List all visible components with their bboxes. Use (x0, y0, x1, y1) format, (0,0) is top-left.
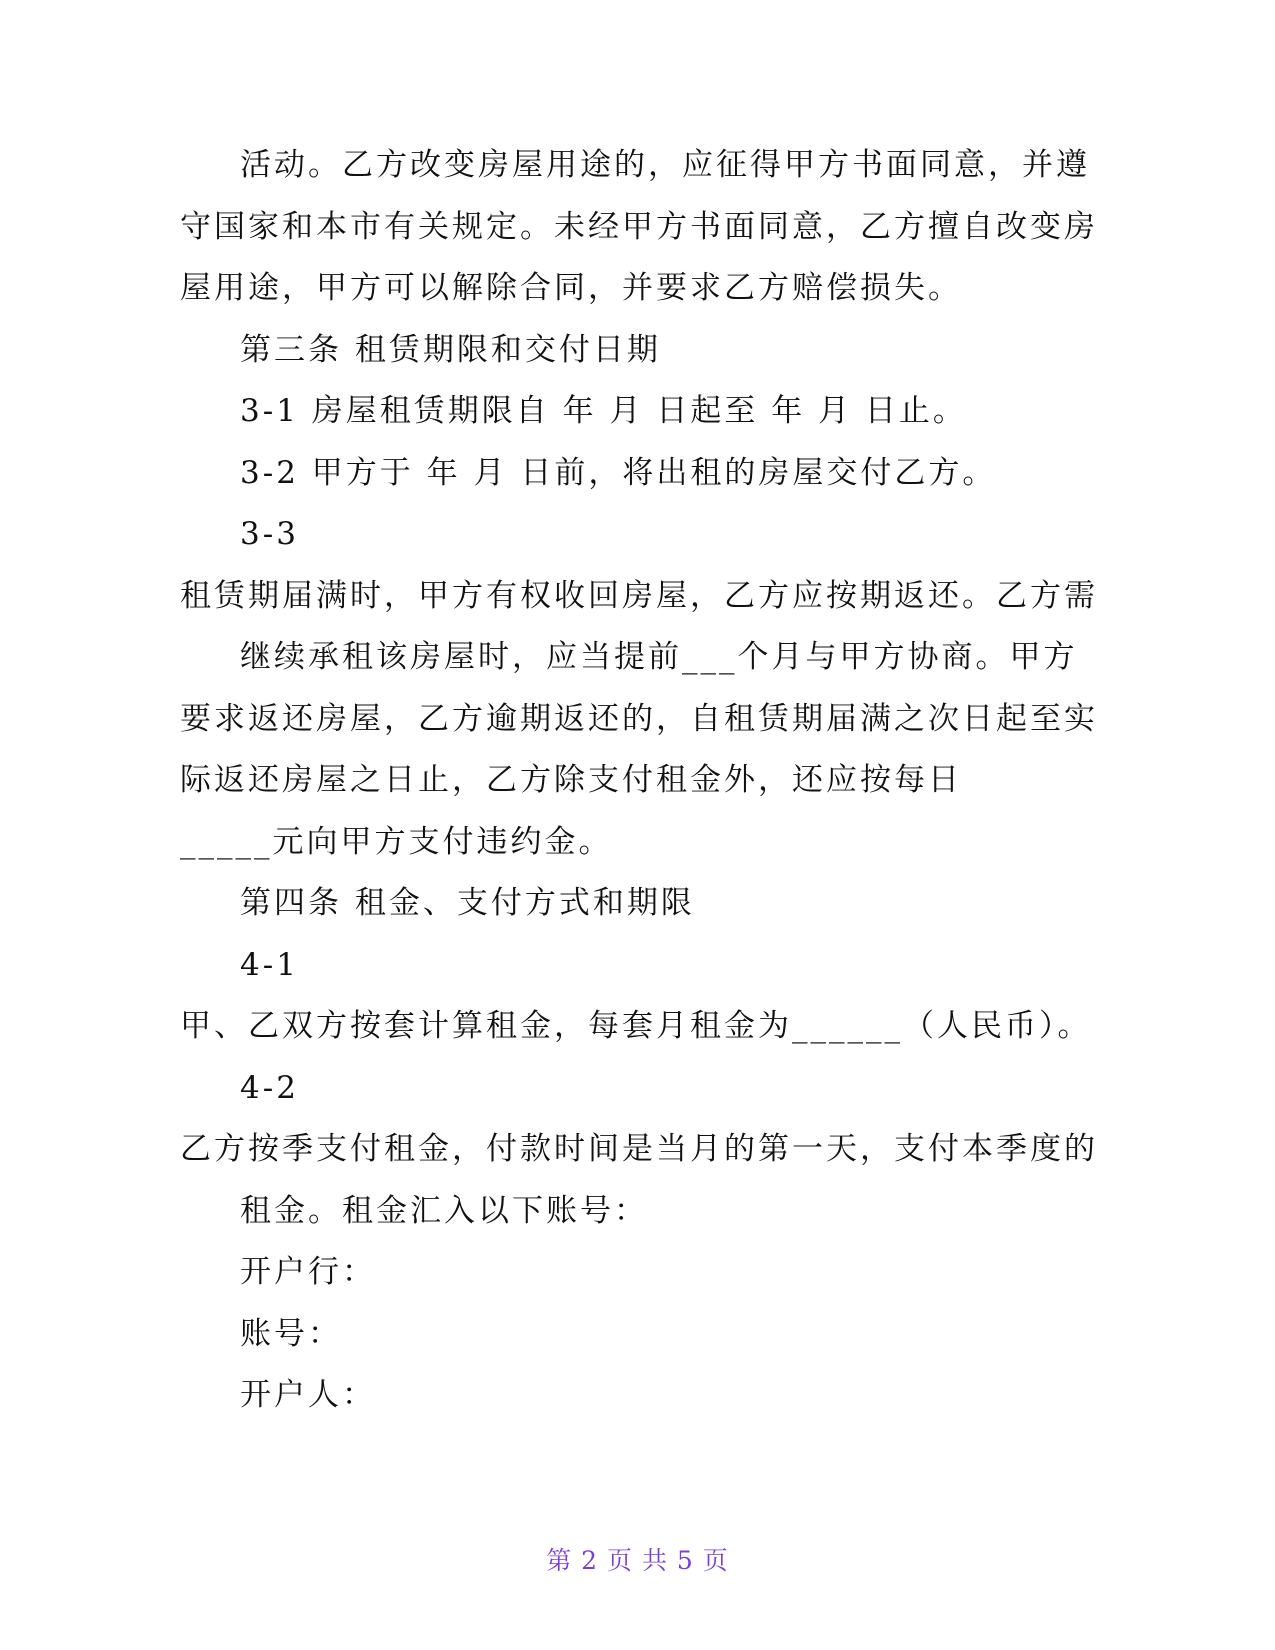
paragraph-line: 守国家和本市有关规定。未经甲方书面同意，乙方擅自改变房 (180, 209, 1098, 245)
account-number-label: 账号： (240, 1316, 342, 1352)
paragraph-line: 租赁期届满时，甲方有权收回房屋，乙方应按期返还。乙方需 (180, 578, 1098, 614)
paragraph-line: 屋用途，甲方可以解除合同，并要求乙方赔偿损失。 (180, 270, 962, 306)
page-number-footer: 第 2 页 共 5 页 (546, 1546, 729, 1575)
paragraph-line: 甲、乙双方按套计算租金，每套月租金为______（人民币）。 (180, 1008, 1092, 1044)
clause-4-1-label: 4-1 (240, 947, 299, 983)
section-heading-4: 第四条 租金、支付方式和期限 (240, 885, 695, 921)
clause-3-2: 3-2 甲方于 年 月 日前，将出租的房屋交付乙方。 (240, 455, 997, 491)
account-holder-label: 开户人： (240, 1377, 376, 1413)
clause-3-3-label: 3-3 (240, 516, 299, 552)
paragraph-line: _____元向甲方支付违约金。 (180, 824, 613, 860)
paragraph-line: 继续承租该房屋时，应当提前___个月与甲方协商。甲方 (240, 639, 1078, 675)
paragraph-line: 要求返还房屋，乙方逾期返还的，自租赁期届满之次日起至实 (180, 701, 1098, 737)
paragraph-line: 活动。乙方改变房屋用途的，应征得甲方书面同意，并遵 (240, 147, 1090, 183)
clause-4-2-label: 4-2 (240, 1070, 299, 1106)
section-heading-3: 第三条 租赁期限和交付日期 (240, 332, 661, 368)
paragraph-line: 租金。租金汇入以下账号： (240, 1193, 648, 1229)
paragraph-line: 际返还房屋之日止，乙方除支付租金外，还应按每日 (180, 762, 962, 798)
clause-3-1: 3-1 房屋租赁期限自 年 月 日起至 年 月 日止。 (240, 393, 967, 429)
paragraph-line: 乙方按季支付租金，付款时间是当月的第一天，支付本季度的 (180, 1131, 1098, 1167)
bank-name-label: 开户行： (240, 1254, 376, 1290)
